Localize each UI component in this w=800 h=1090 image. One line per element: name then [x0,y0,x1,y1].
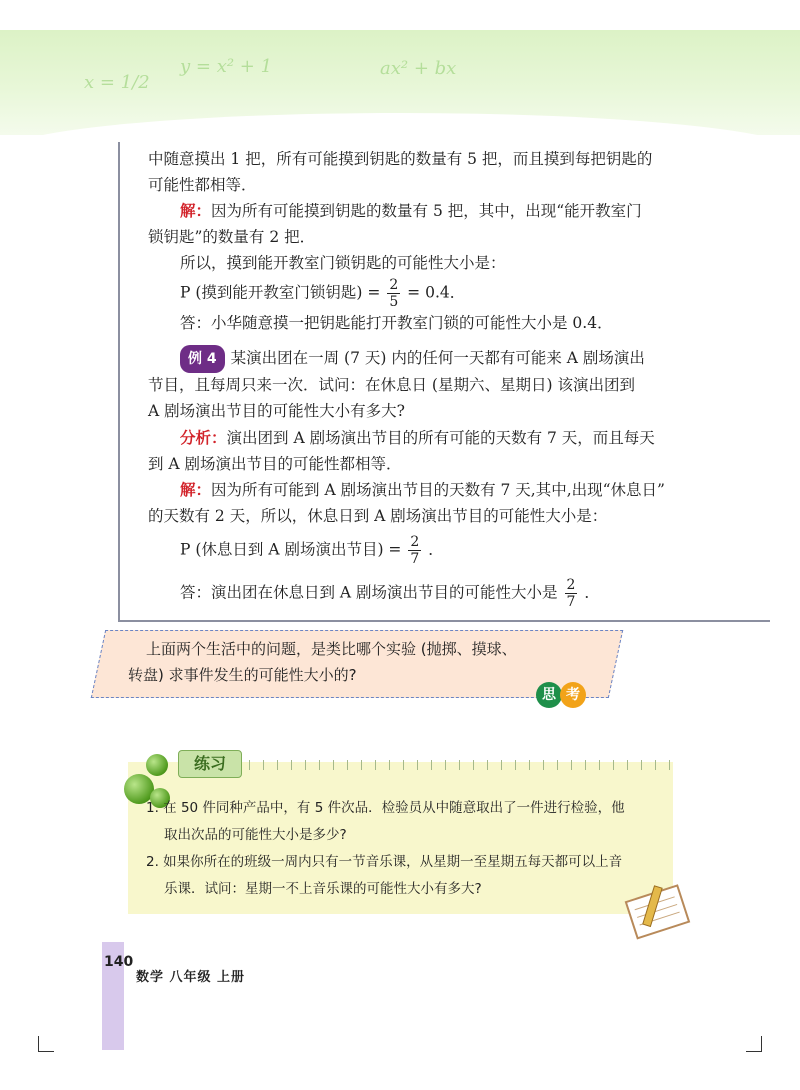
answer-2 [180,578,600,609]
solution-2-text: 因为所有可能到 A 剧场演出节目的天数有 7 天,其中,出现“休息日” [211,481,665,499]
body-line-1: 中随意摸出 1 把，所有可能摸到钥匙的数量有 5 把，而且摸到每把钥匙的 [148,150,653,168]
analysis-label: 分析： [180,428,227,447]
think-badge-char-1: 思 [536,682,562,708]
practice-item-1-line-1: 1. 在 50 件同种产品中，有 5 件次品．检验员从中随意取出了一件进行检验，他 [146,800,625,816]
practice-ruler-decoration [236,760,676,770]
fraction-2-7 [408,535,421,566]
practice-item-2 [146,849,622,903]
example-4-text: 某演出团在一周 (7 天) 内的任何一天都有可能来 A 剧场演出 [230,349,645,367]
practice-item-2-line-1: 2. 如果你所在的班级一周内只有一节音乐课，从星期一至星期五每天都可以上音 [146,854,623,870]
probability-formula-2 [180,535,444,566]
notebook-pencil-icon [620,880,700,940]
think-text [128,636,608,688]
formula-prefix: P (摸到能开教室门锁钥匙) = [180,283,381,302]
practice-item-1-line-2: 取出次品的可能性大小是多少? [164,827,347,843]
formula-2-suffix: ． [428,540,444,559]
fraction-2-5 [387,278,400,309]
fraction-denominator: 5 [389,294,399,310]
solution-2-line-1 [180,477,665,503]
formula-suffix: = 0.4． [407,283,466,302]
think-badge-char-2: 考 [560,682,586,708]
fraction-numerator: 2 [389,277,399,293]
header-formula-3: ax² + bx [380,58,457,79]
crop-mark-bottom-left [38,1036,54,1052]
example-4-line-1 [180,345,645,373]
fraction-2-denominator: 7 [410,551,420,567]
example-4-line-3: A 剧场演出节目的可能性大小有多大? [148,402,405,420]
solution-1-line-1 [180,198,642,224]
book-title: 数学 八年级 上册 [136,970,246,985]
practice-item-2-line-2: 乐课．试问：星期一不上音乐课的可能性大小有多大? [164,881,482,897]
practice-title: 练习 [178,750,242,778]
answer-fraction-numerator: 2 [566,577,576,593]
think-line-2: 转盘) 求事件发生的可能性大小的? [128,666,357,684]
answer-fraction-denominator: 7 [566,594,576,610]
analysis-line-1 [180,425,655,451]
answer-2-suffix: ． [584,583,600,602]
probability-formula-1 [180,278,465,309]
think-line-1: 上面两个生活中的问题，是类比哪个实验 (抛掷、摸球、 [146,640,517,658]
analysis-line-2: 到 A 剧场演出节目的可能性都相等． [148,455,402,473]
header-formula-1: x = 1/2 [84,72,150,93]
practice-ball-icon-2 [146,754,168,776]
fraction-2-numerator: 2 [410,534,420,550]
fraction-answer-2-7 [565,578,578,609]
header-formula-2: y = x² + 1 [180,56,273,77]
crop-mark-bottom-right [746,1036,762,1052]
formula-2-prefix: P (休息日到 A 剧场演出节目) = [180,540,402,559]
solution-1-line-2: 锁钥匙”的数量有 2 把． [148,228,316,246]
analysis-text: 演出团到 A 剧场演出节目的所有可能的天数有 7 天，而且每天 [226,429,655,447]
body-line-2: 可能性都相等． [148,176,257,194]
so-line-1: 所以，摸到能开教室门锁钥匙的可能性大小是： [180,254,506,272]
practice-item-1 [146,795,625,849]
solution-2-line-2: 的天数有 2 天，所以，休息日到 A 剧场演出节目的可能性大小是： [148,507,608,525]
solution-2-label: 解： [180,480,212,499]
answer-1: 答：小华随意摸一把钥匙能打开教室门锁的可能性大小是 0.4． [180,314,613,332]
example-4-badge: 例 4 [180,345,225,373]
solution-text: 因为所有可能摸到钥匙的数量有 5 把，其中，出现“能开教室门 [211,202,642,220]
think-badge [536,682,596,708]
example-4-line-2: 节目，且每周只来一次．试问：在休息日 (星期六、星期日) 该演出团到 [148,376,635,394]
solution-label: 解： [180,201,212,220]
page-number: 140 [104,954,134,970]
answer-2-text: 答：演出团在休息日到 A 剧场演出节目的可能性大小是 [180,583,558,602]
